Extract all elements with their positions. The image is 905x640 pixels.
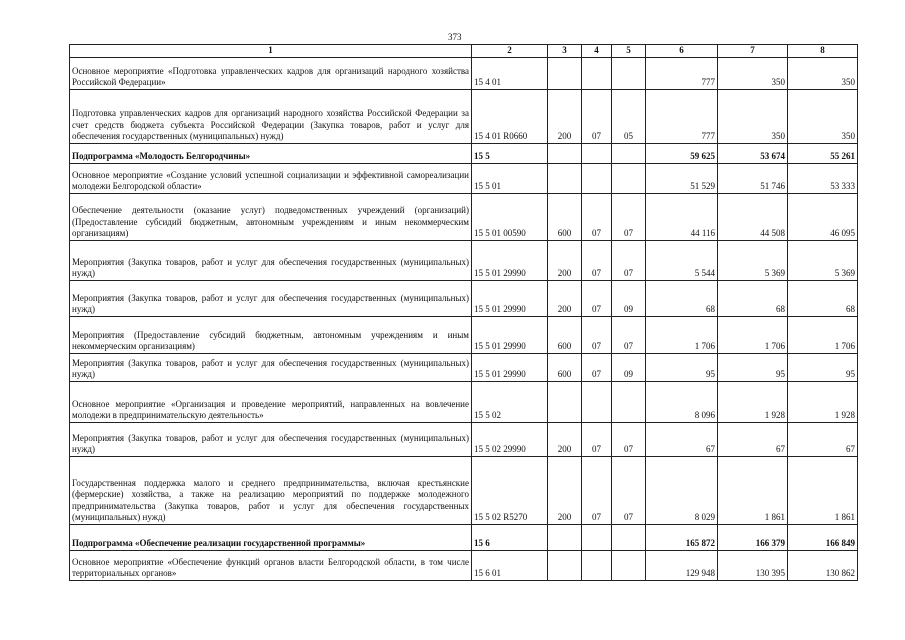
table-row (70, 382, 858, 423)
row-code: 15 6 01 (472, 551, 548, 581)
row-year1: 777 (646, 90, 718, 144)
table-header-row (70, 45, 858, 58)
table-row (70, 164, 858, 194)
row-year2: 53 674 (718, 144, 788, 164)
row-year1: 44 116 (646, 194, 718, 241)
row-name: Мероприятия (Закупка товаров, работ и услуг для обеспечения государственных (муниципальных) нужд) (70, 281, 472, 317)
row-vr (548, 144, 582, 164)
row-year3: 68 (788, 281, 858, 317)
row-year3: 5 369 (788, 241, 858, 281)
row-code: 15 6 (472, 525, 548, 551)
row-pr (612, 164, 646, 194)
row-year1: 67 (646, 423, 718, 457)
row-year1: 8 029 (646, 457, 718, 525)
row-rz (582, 382, 612, 423)
row-year2: 5 369 (718, 241, 788, 281)
row-year3: 350 (788, 58, 858, 90)
row-code: 15 4 01 R0660 (472, 90, 548, 144)
row-year3: 53 333 (788, 164, 858, 194)
row-year2: 44 508 (718, 194, 788, 241)
row-pr: 07 (612, 317, 646, 354)
col-header-pr: 5 (612, 45, 646, 58)
table-row (70, 457, 858, 525)
row-year2: 350 (718, 58, 788, 90)
row-year1: 1 706 (646, 317, 718, 354)
row-year3: 1 861 (788, 457, 858, 525)
row-code: 15 5 01 29990 (472, 281, 548, 317)
row-name: Мероприятия (Предоставление субсидий бюджетным, автономным учреждениям и иным некоммерческим организациям) (70, 317, 472, 354)
row-code: 15 5 01 (472, 164, 548, 194)
row-name: Подпрограмма «Молодость Белгородчины» (70, 144, 472, 164)
row-year2: 1 928 (718, 382, 788, 423)
row-vr (548, 382, 582, 423)
row-year2: 166 379 (718, 525, 788, 551)
table-row (70, 423, 858, 457)
row-rz: 07 (582, 317, 612, 354)
row-pr: 07 (612, 423, 646, 457)
row-pr: 09 (612, 354, 646, 382)
row-rz: 07 (582, 194, 612, 241)
row-code: 15 4 01 (472, 58, 548, 90)
row-name: Мероприятия (Закупка товаров, работ и услуг для обеспечения государственных (муниципальных) нужд) (70, 423, 472, 457)
row-year1: 129 948 (646, 551, 718, 581)
row-name: Основное мероприятие «Обеспечение функций органов власти Белгородской области, в том числе территориальных органов» (70, 551, 472, 581)
row-pr: 05 (612, 90, 646, 144)
row-rz: 07 (582, 423, 612, 457)
row-vr (548, 525, 582, 551)
row-year2: 130 395 (718, 551, 788, 581)
row-pr: 07 (612, 241, 646, 281)
row-pr (612, 551, 646, 581)
row-code: 15 5 02 29990 (472, 423, 548, 457)
row-rz: 07 (582, 281, 612, 317)
row-year1: 165 872 (646, 525, 718, 551)
col-header-vr: 3 (548, 45, 582, 58)
row-name: Обеспечение деятельности (оказание услуг) подведомственных учреждений (организаций) (Предоставление субсидий бюджетным, автономным учреждениям и иным некоммерческим организациям) (70, 194, 472, 241)
table-row (70, 241, 858, 281)
table-row (70, 194, 858, 241)
row-year2: 1 861 (718, 457, 788, 525)
row-rz: 07 (582, 90, 612, 144)
row-year2: 95 (718, 354, 788, 382)
row-vr (548, 551, 582, 581)
row-name: Мероприятия (Закупка товаров, работ и услуг для обеспечения государственных (муниципальных) нужд) (70, 354, 472, 382)
row-rz (582, 525, 612, 551)
row-rz: 07 (582, 354, 612, 382)
col-header-name: 1 (70, 45, 472, 58)
row-rz (582, 551, 612, 581)
row-year3: 55 261 (788, 144, 858, 164)
row-code: 15 5 02 (472, 382, 548, 423)
row-year3: 1 706 (788, 317, 858, 354)
table-row (70, 90, 858, 144)
row-vr: 600 (548, 317, 582, 354)
row-name: Государственная поддержка малого и среднего предпринимательства, включая крестьянские (фермерские) хозяйства, а также на реализацию мероприятий по поддержке молодежного предпринимательства (Закупка товаров, работ и услуг для обеспечения государственных (муниципальных) нужд) (70, 457, 472, 525)
row-pr: 09 (612, 281, 646, 317)
row-pr (612, 144, 646, 164)
table-row (70, 281, 858, 317)
table-row (70, 144, 858, 164)
row-name: Подпрограмма «Обеспечение реализации государственной программы» (70, 525, 472, 551)
row-name: Основное мероприятие «Подготовка управленческих кадров для организаций народного хозяйства Российской Федерации» (70, 58, 472, 90)
row-year1: 5 544 (646, 241, 718, 281)
row-code: 15 5 01 29990 (472, 317, 548, 354)
row-year1: 59 625 (646, 144, 718, 164)
row-code: 15 5 01 00590 (472, 194, 548, 241)
table-row (70, 58, 858, 90)
page-number: 373 (448, 32, 462, 42)
row-name: Подготовка управленческих кадров для организаций народного хозяйства Российской Федерации за счет средств бюджета субъекта Российской Федерации (Закупка товаров, работ и услуг для обеспечения государственных (муниципальных) нужд) (70, 90, 472, 144)
row-vr: 600 (548, 194, 582, 241)
row-rz (582, 164, 612, 194)
row-vr: 200 (548, 457, 582, 525)
row-year1: 8 096 (646, 382, 718, 423)
row-vr (548, 164, 582, 194)
row-vr: 200 (548, 281, 582, 317)
budget-table (69, 44, 858, 581)
row-year2: 67 (718, 423, 788, 457)
row-year2: 1 706 (718, 317, 788, 354)
row-year3: 166 849 (788, 525, 858, 551)
table-row (70, 551, 858, 581)
col-header-code: 2 (472, 45, 548, 58)
row-code: 15 5 01 29990 (472, 354, 548, 382)
row-year1: 51 529 (646, 164, 718, 194)
row-vr: 200 (548, 423, 582, 457)
row-rz: 07 (582, 457, 612, 525)
row-year1: 777 (646, 58, 718, 90)
row-name: Основное мероприятие «Организация и проведение мероприятий, направленных на вовлечение молодежи в предпринимательскую деятельность» (70, 382, 472, 423)
row-code: 15 5 01 29990 (472, 241, 548, 281)
row-year3: 130 862 (788, 551, 858, 581)
table-row (70, 317, 858, 354)
row-year3: 46 095 (788, 194, 858, 241)
row-name: Мероприятия (Закупка товаров, работ и услуг для обеспечения государственных (муниципальных) нужд) (70, 241, 472, 281)
row-pr: 07 (612, 194, 646, 241)
row-pr (612, 58, 646, 90)
table-row (70, 354, 858, 382)
row-pr: 07 (612, 457, 646, 525)
row-year3: 67 (788, 423, 858, 457)
row-vr: 200 (548, 241, 582, 281)
row-rz (582, 58, 612, 90)
table-row (70, 525, 858, 551)
row-vr: 600 (548, 354, 582, 382)
row-year3: 1 928 (788, 382, 858, 423)
col-header-year3: 8 (788, 45, 858, 58)
row-pr (612, 525, 646, 551)
row-name: Основное мероприятие «Создание условий успешной социализации и эффективной самореализации молодежи Белгородской области» (70, 164, 472, 194)
col-header-year2: 7 (718, 45, 788, 58)
row-code: 15 5 (472, 144, 548, 164)
row-rz (582, 144, 612, 164)
col-header-year1: 6 (646, 45, 718, 58)
row-code: 15 5 02 R5270 (472, 457, 548, 525)
row-year3: 350 (788, 90, 858, 144)
row-year3: 95 (788, 354, 858, 382)
row-year2: 68 (718, 281, 788, 317)
row-year1: 95 (646, 354, 718, 382)
row-pr (612, 382, 646, 423)
row-rz: 07 (582, 241, 612, 281)
row-year2: 350 (718, 90, 788, 144)
row-vr (548, 58, 582, 90)
row-year1: 68 (646, 281, 718, 317)
row-year2: 51 746 (718, 164, 788, 194)
row-vr: 200 (548, 90, 582, 144)
col-header-rz: 4 (582, 45, 612, 58)
